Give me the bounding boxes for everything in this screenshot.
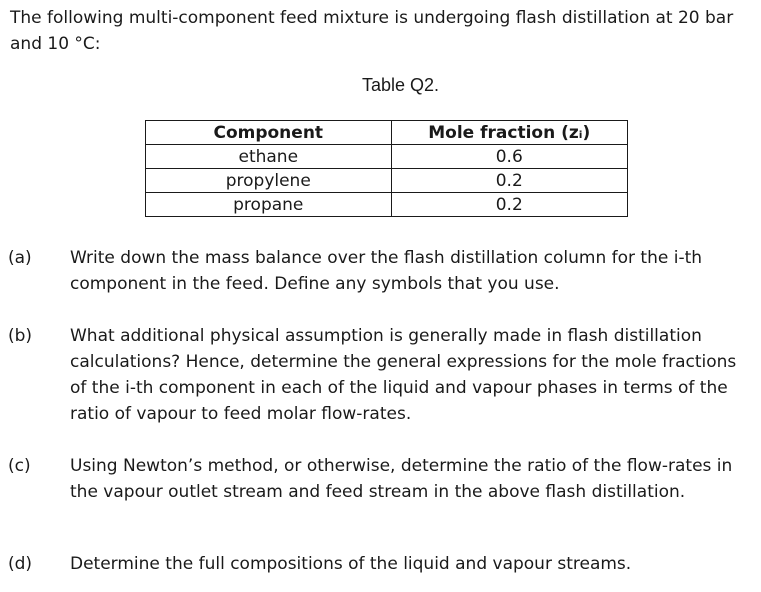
question-text: Write down the mass balance over the flash distillation column for the i-th component in the feed. Define any symbols that you use. <box>70 248 703 294</box>
header-component: Component <box>146 121 392 145</box>
question-text: Determine the full compositions of the liquid and vapour streams. <box>70 554 632 574</box>
component-cell: propylene <box>146 169 392 193</box>
table-caption: Table Q2. <box>361 75 440 95</box>
table-row <box>146 193 628 217</box>
question-label: (a) <box>8 248 32 268</box>
question-text: Using Newton’s method, or otherwise, determine the ratio of the flow-rates in the vapour outlet stream and feed stream in the above flash distillation. <box>70 456 733 502</box>
mole-fraction-cell: 0.2 <box>391 169 627 193</box>
question-label: (d) <box>8 554 33 574</box>
intro-paragraph: The following multi-component feed mixture is undergoing flash distillation at 20 bar and 10 °C: <box>10 8 734 54</box>
question-label: (b) <box>8 326 33 346</box>
mole-fraction-cell: 0.6 <box>391 145 627 169</box>
table-row <box>146 145 628 169</box>
table-header-row <box>146 121 628 145</box>
mole-fraction-cell: 0.2 <box>391 193 627 217</box>
table-row <box>146 169 628 193</box>
feed-composition-table <box>145 120 628 217</box>
header-mole-fraction: Mole fraction (zᵢ) <box>391 121 627 145</box>
question-text: What additional physical assumption is generally made in flash distillation calculations? Hence, determine the general expressions for the mole fractions of the i-th component in each of the liquid and vapour phases in terms of the ratio of vapour to feed molar flow-rates. <box>70 326 737 424</box>
component-cell: ethane <box>146 145 392 169</box>
question-label: (c) <box>8 456 31 476</box>
component-cell: propane <box>146 193 392 217</box>
